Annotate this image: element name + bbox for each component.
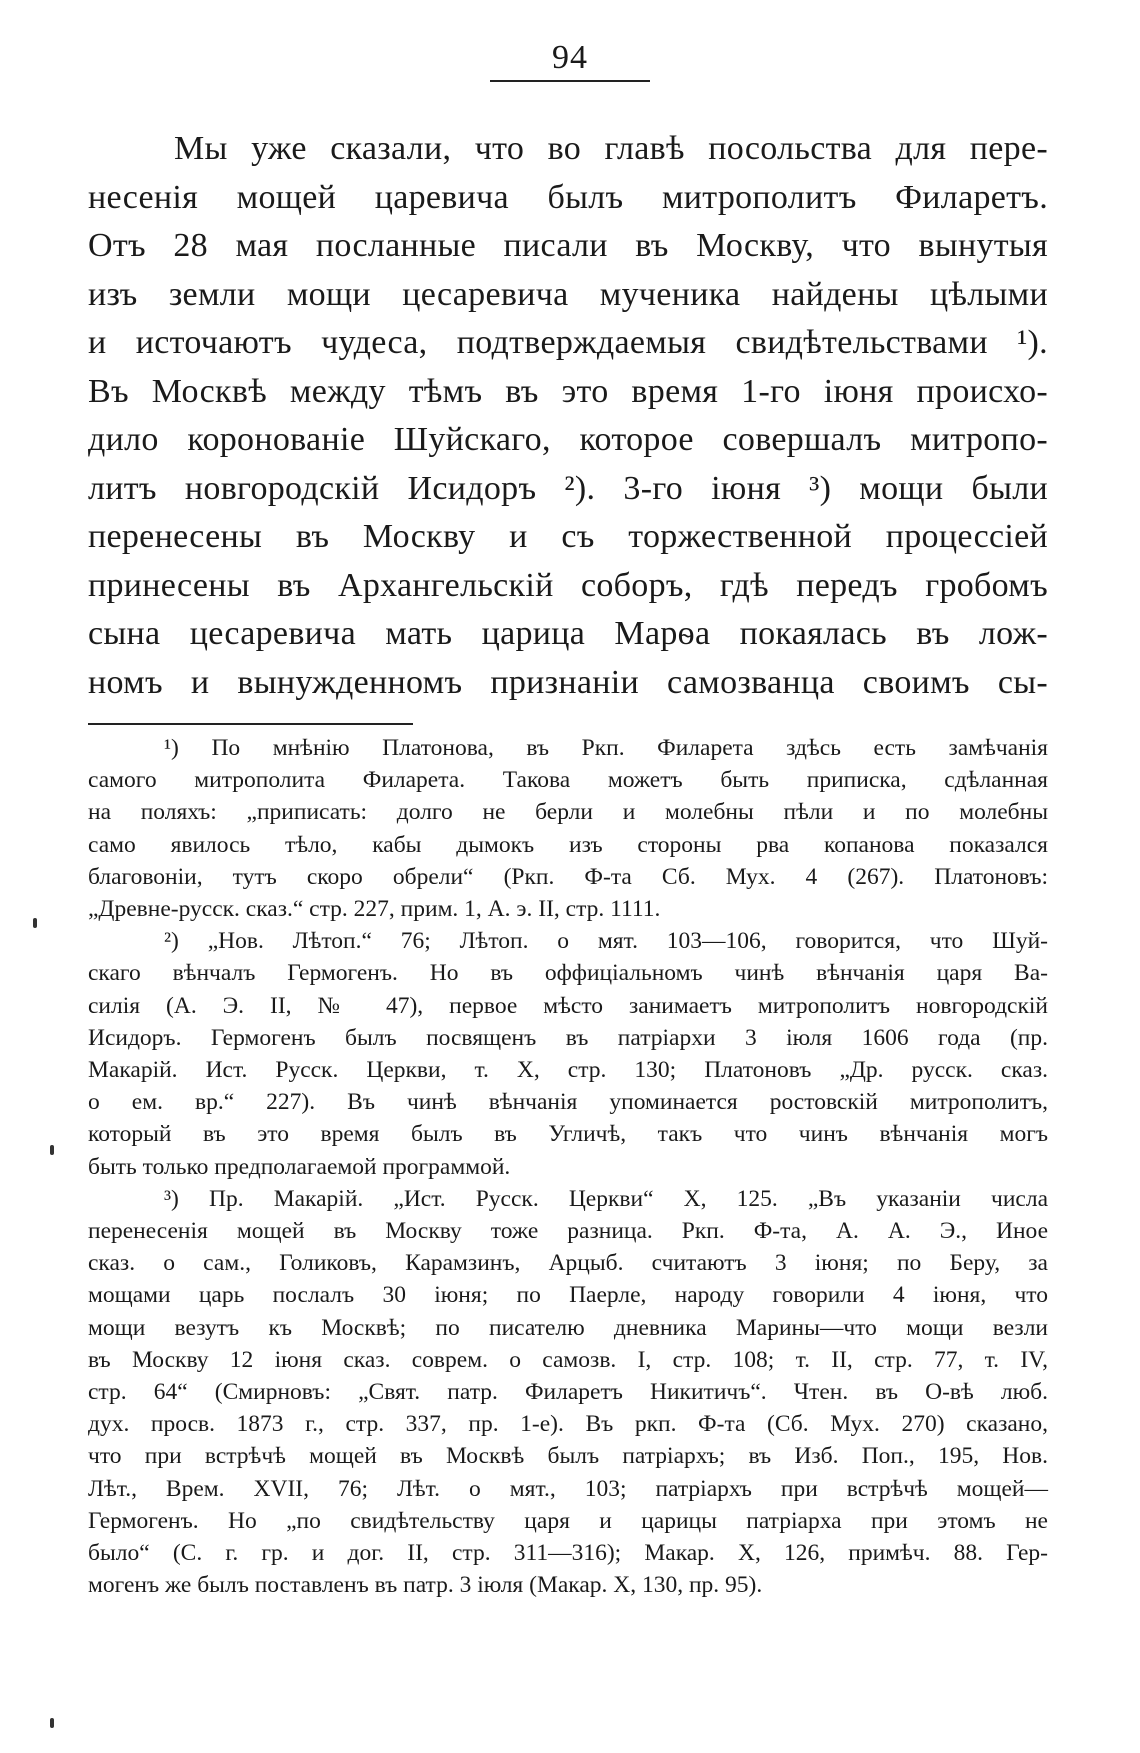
main-text-line: и источаютъ чудеса, подтверждаемыя свидѣтельствами ¹). — [88, 324, 1048, 361]
footnote-1-line: самого митрополита Филарета. Такова можетъ быть приписка, сдѣланная — [88, 767, 1048, 794]
footnote-3-line: дух. просв. 1873 г., стр. 337, пр. 1-е). Въ ркп. Ф-та (Сб. Мух. 270) сказано, — [88, 1411, 1048, 1438]
footnote-1-line: ¹) По мнѣнію Платонова, въ Ркп. Филарета здѣсь есть замѣчанія — [164, 735, 1048, 761]
footnote-3-line: было“ (С. г. гр. и дог. II, стр. 311—316); Макар. X, 126, примѣч. 88. Гер- — [88, 1540, 1048, 1567]
margin-ink-mark — [50, 1718, 54, 1728]
main-text-line: Мы уже сказали, что во главѣ посольства для пере- — [174, 130, 1048, 167]
footnote-3-line: ³) Пр. Макарій. „Ист. Русск. Церкви“ X, 125. „Въ указаніи числа — [164, 1185, 1048, 1212]
main-text-line: номъ и вынужденномъ признаніи самозванца своимъ сы- — [88, 663, 1048, 701]
footnote-1-line: само явилось тѣло, кабы дымокъ изъ стороны рва копанова показался — [88, 831, 1048, 858]
main-text — [88, 125, 1048, 707]
footnote-3-line: Гермогенъ. Но „по свидѣтельству царя и царицы патріарха при этомъ не — [88, 1507, 1048, 1534]
footnote-2-line: силія (А. Э. II, № 47), первое мѣсто занимаетъ митрополитъ новгородскій — [88, 992, 1048, 1019]
footnote-1-line: на поляхъ: „приписать: долго не берли и молебны пѣли и по молебны — [88, 799, 1048, 826]
footnote-3-line: въ Москву 12 іюня сказ. соврем. о самозв. I, стр. 108; т. II, стр. 77, т. IV, — [88, 1346, 1048, 1373]
main-text-line: несенія мощей царевича былъ митрополитъ Филаретъ. — [88, 178, 1048, 216]
page-number-rule — [490, 80, 650, 82]
footnote-1-line: благовоніи, тутъ скоро обрели“ (Ркп. Ф-та Сб. Мух. 4 (267). Платоновъ: — [88, 863, 1048, 890]
footnote-3-line: перенесенія мощей въ Москву тоже разница. Ркп. Ф-та, А. А. Э., Иное — [88, 1218, 1048, 1245]
footnote-3-line: сказ. о сам., Голиковъ, Карамзинъ, Арцыб. считаютъ 3 іюня; по Беру, за — [88, 1250, 1048, 1277]
footnote-2-line: Макарій. Ист. Русск. Церкви, т. X, стр. 130; Платоновъ „Др. русск. сказ. — [88, 1057, 1048, 1084]
main-text-line: принесены въ Архангельскій соборъ, гдѣ передъ гробомъ — [88, 566, 1048, 604]
margin-ink-mark — [33, 918, 37, 928]
footnote-2-line: Исидоръ. Гермогенъ былъ посвященъ въ патріархи 3 іюля 1606 года (пр. — [88, 1024, 1048, 1051]
main-text-line: Въ Москвѣ между тѣмъ въ это время 1-го іюня происхо- — [88, 372, 1048, 410]
main-text-line: дило коронованіе Шуйскаго, которое совершалъ митропо- — [88, 421, 1048, 458]
footnote-3-line: могенъ же былъ поставленъ въ патр. 3 іюля (Макар. X, 130, пр. 95). — [88, 1572, 763, 1599]
margin-ink-mark — [50, 1145, 54, 1155]
main-text-line: перенесены въ Москву и съ торжественной процессіей — [88, 518, 1048, 555]
main-text-line: изъ земли мощи цесаревича мученика найдены цѣлыми — [88, 275, 1048, 313]
footnote-3-line: Лѣт., Врем. XVII, 76; Лѣт. о мят., 103; патріархъ при встрѣчѣ мощей— — [88, 1475, 1048, 1502]
footnote-2-line: ²) „Нов. Лѣтоп.“ 76; Лѣтоп. о мят. 103—106, говорится, что Шуй- — [164, 928, 1048, 955]
footnote-1-line: „Древне-русск. сказ.“ стр. 227, прим. 1, А. э. II, стр. 1111. — [88, 896, 661, 923]
footnote-3-line: мощами царь послалъ 30 іюня; по Паерле, народу говорили 4 іюня, что — [88, 1282, 1048, 1309]
footnote-3-line: стр. 64“ (Смирновъ: „Свят. патр. Филаретъ Никитичъ“. Чтен. въ О-вѣ люб. — [88, 1379, 1048, 1406]
footnote-2-line: который въ это время былъ въ Угличѣ, такъ что чинъ вѣнчанія могъ — [88, 1121, 1048, 1148]
footnote-2-line: о ем. вр.“ 227). Въ чинѣ вѣнчанія упоминается ростовскій митрополитъ, — [88, 1089, 1048, 1116]
main-text-line: литъ новгородскій Исидоръ ²). 3-го іюня ³) мощи были — [88, 469, 1048, 507]
page-number: 94 — [552, 39, 588, 76]
footnote-2-line: быть только предполагаемой программой. — [88, 1153, 511, 1180]
footnote-3-line: мощи везутъ къ Москвѣ; по писателю дневника Марины—что мощи везли — [88, 1314, 1048, 1341]
main-text-line: сына цесаревича мать царица Марѳа покаялась въ лож- — [88, 615, 1048, 652]
footnote-2-line: скаго вѣнчалъ Гермогенъ. Но въ оффиціальномъ чинѣ вѣнчанія царя Ва- — [88, 960, 1048, 987]
footnotes — [88, 732, 1048, 1601]
footnote-3-line: что при встрѣчѣ мощей въ Москвѣ былъ патріархъ; въ Изб. Поп., 195, Нов. — [88, 1443, 1048, 1470]
main-text-line: Отъ 28 мая посланные писали въ Москву, что вынутыя — [88, 227, 1048, 264]
footnote-rule — [88, 723, 413, 725]
